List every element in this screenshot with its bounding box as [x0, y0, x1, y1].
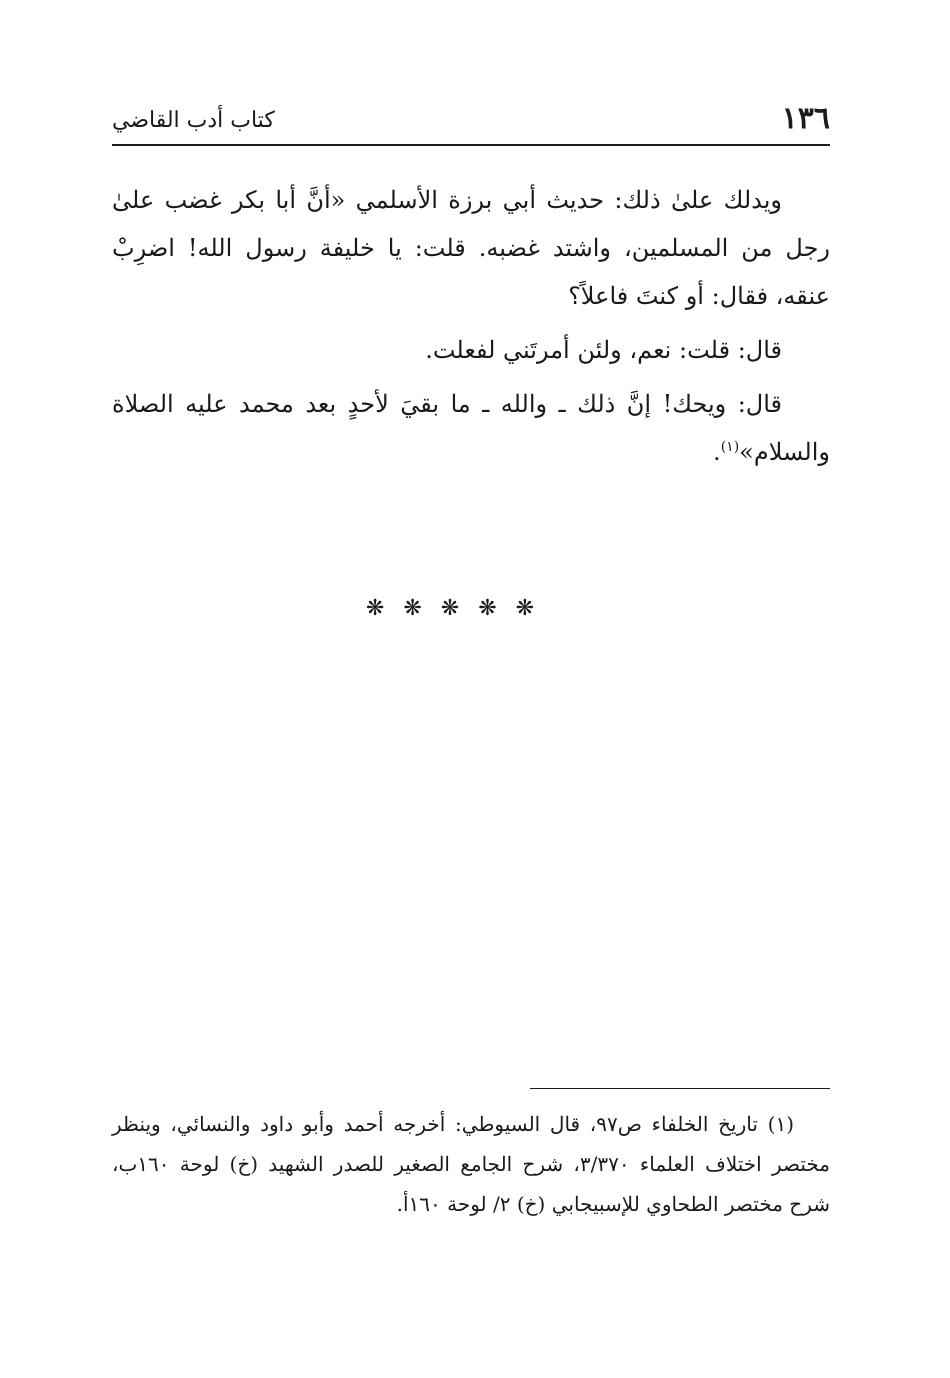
footnote-marker[interactable]: (١) [720, 439, 740, 455]
footnotes [112, 1104, 830, 1224]
page-header [112, 100, 830, 146]
paragraph-3-end: . [713, 438, 721, 466]
running-title: كتاب أدب القاضي [112, 108, 275, 133]
main-text [112, 176, 830, 476]
paragraph-3 [112, 380, 830, 476]
footnote-1: (١) تاريخ الخلفاء ص٩٧، قال السيوطي: أخرجه أحمد وأبو داود والنسائي، وينظر مختصر اختلاف العلماء ٣/٣٧٠، شرح الجامع الصغير للصدر الشهيد (خ) لوحة ١٦٠ب، شرح مختصر الطحاوي للإسبيجابي (خ) ٢/ لوحة ١٦٠أ. [112, 1112, 830, 1216]
page-number: ١٣٦ [781, 101, 830, 136]
paragraph-1: ويدلك علىٰ ذلك: حديث أبي برزة الأسلمي «أنَّ أبا بكر غضب علىٰ رجل من المسلمين، واشتد غضبه. قلت: يا خليفة رسول الله! اضرِبْ عنقه، فقال: أو كنتَ فاعلاً؟ [112, 186, 830, 310]
paragraph-3-text: قال: ويحك! إنَّ ذلك ـ والله ـ ما بقيَ لأحدٍ بعد محمد عليه الصلاة والسلام» [112, 390, 830, 466]
paragraph-2: قال: قلت: نعم، ولئن أمرتَني لفعلت. [425, 336, 782, 364]
footnote-divider [530, 1088, 830, 1089]
section-separator: ❋ ❋ ❋ ❋ ❋ [365, 596, 541, 621]
